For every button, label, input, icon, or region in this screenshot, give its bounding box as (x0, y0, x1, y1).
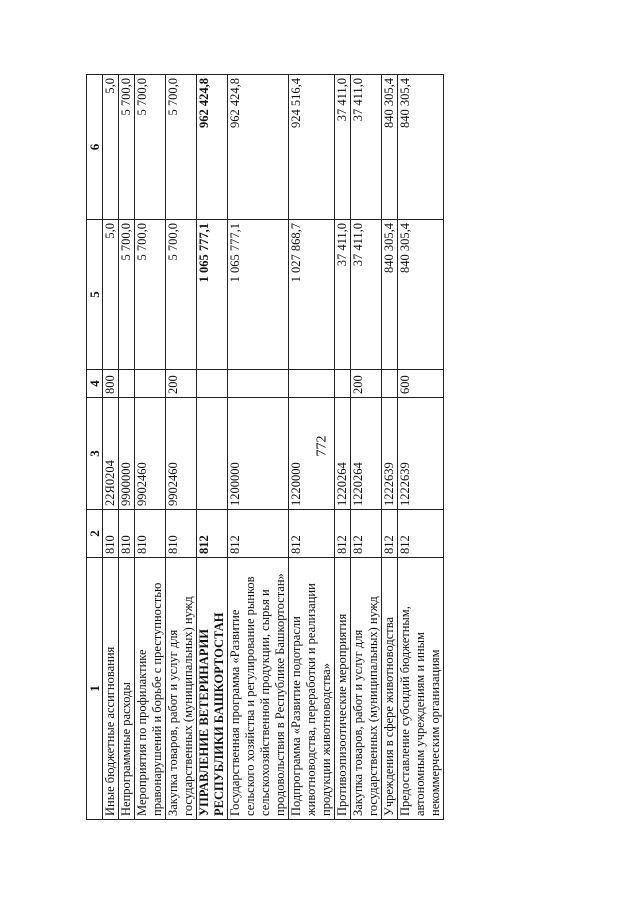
cell-c2: 812 (382, 510, 398, 558)
table-row (335, 75, 351, 820)
cell-c4 (197, 370, 228, 398)
cell-c4: 200 (351, 370, 382, 398)
cell-c5: 37 411,0 (335, 220, 351, 370)
cell-c2: 810 (103, 510, 119, 558)
cell-c2: 810 (135, 510, 166, 558)
cell-c1: Государственная программа «Развитие сельского хозяйства и регулирование рынков сельскохозяйственной продукции, сырья и продовольствия в Республике Башкортостан» (228, 558, 289, 820)
cell-c6: 37 411,0 (335, 75, 351, 220)
header-col-1: 1 (87, 558, 103, 820)
cell-c3: 1222639 (398, 398, 444, 510)
cell-c5: 37 411,0 (351, 220, 382, 370)
cell-c5: 5 700,0 (166, 220, 197, 370)
cell-c2: 812 (351, 510, 382, 558)
cell-c5: 1 065 777,1 (228, 220, 289, 370)
cell-c6: 5 700,0 (135, 75, 166, 220)
cell-c4: 800 (103, 370, 119, 398)
budget-table (86, 74, 444, 820)
cell-c3: 1220264 (335, 398, 351, 510)
cell-c1: Иные бюджетные ассигнования (103, 558, 119, 820)
cell-c1: Мероприятия по профилактике правонарушений и борьбе с преступностью (135, 558, 166, 820)
cell-c4 (335, 370, 351, 398)
cell-c2: 810 (166, 510, 197, 558)
table-row (119, 75, 135, 820)
cell-c6: 962 424,8 (228, 75, 289, 220)
cell-c5: 5,0 (103, 220, 119, 370)
cell-c6: 840 305,4 (382, 75, 398, 220)
cell-c2: 812 (335, 510, 351, 558)
cell-c1: Противоэпизоотические мероприятия (335, 558, 351, 820)
budget-table-wrapper (86, 75, 442, 820)
cell-c4 (289, 370, 335, 398)
cell-c1: УПРАВЛЕНИЕ ВЕТЕРИНАРИИ РЕСПУБЛИКИ БАШКОРТОСТАН (197, 558, 228, 820)
table-row (289, 75, 335, 820)
cell-c1: Закупка товаров, работ и услуг для государственных (муниципальных) нужд (351, 558, 382, 820)
cell-c5: 1 065 777,1 (197, 220, 228, 370)
cell-c1: Закупка товаров, работ и услуг для государственных (муниципальных) нужд (166, 558, 197, 820)
cell-c1: Подпрограмма «Развитие подотрасли животноводства, переработки и реализации продукции животноводства» (289, 558, 335, 820)
table-row (228, 75, 289, 820)
cell-c3: 1222639 (382, 398, 398, 510)
cell-c4 (119, 370, 135, 398)
cell-c6: 924 516,4 (289, 75, 335, 220)
cell-c5: 1 027 868,7 (289, 220, 335, 370)
header-col-2: 2 (87, 510, 103, 558)
table-row (166, 75, 197, 820)
cell-c6: 840 305,4 (398, 75, 444, 220)
cell-c6: 962 424,8 (197, 75, 228, 220)
cell-c3: 9900000 (119, 398, 135, 510)
cell-c1: Непрограммные расходы (119, 558, 135, 820)
table-header-row (87, 75, 103, 820)
cell-c3 (197, 398, 228, 510)
cell-c5: 5 700,0 (119, 220, 135, 370)
cell-c6: 5 700,0 (166, 75, 197, 220)
cell-c2: 812 (398, 510, 444, 558)
cell-c1: Предоставление субсидий бюджетным, автономным учреждениям и иным некоммерческим организациям (398, 558, 444, 820)
cell-c6: 37 411,0 (351, 75, 382, 220)
cell-c2: 812 (197, 510, 228, 558)
cell-c2: 810 (119, 510, 135, 558)
table-row (103, 75, 119, 820)
page-number: 772 (314, 435, 330, 457)
cell-c5: 840 305,4 (398, 220, 444, 370)
cell-c6: 5 700,0 (119, 75, 135, 220)
cell-c5: 5 700,0 (135, 220, 166, 370)
cell-c3: 9902460 (135, 398, 166, 510)
cell-c3: 22Я0204 (103, 398, 119, 510)
table-row (382, 75, 398, 820)
table-row (398, 75, 444, 820)
cell-c3: 1220000 (289, 398, 335, 510)
table-row (351, 75, 382, 820)
cell-c2: 812 (228, 510, 289, 558)
table-row (197, 75, 228, 820)
cell-c1: Учреждения в сфере животноводства (382, 558, 398, 820)
cell-c4 (382, 370, 398, 398)
cell-c5: 840 305,4 (382, 220, 398, 370)
cell-c3: 9902460 (166, 398, 197, 510)
cell-c3: 1200000 (228, 398, 289, 510)
cell-c4 (228, 370, 289, 398)
cell-c6: 5,0 (103, 75, 119, 220)
cell-c4: 600 (398, 370, 444, 398)
header-col-6: 6 (87, 75, 103, 220)
header-col-5: 5 (87, 220, 103, 370)
cell-c2: 812 (289, 510, 335, 558)
cell-c4: 200 (166, 370, 197, 398)
cell-c3: 1220264 (351, 398, 382, 510)
cell-c4 (135, 370, 166, 398)
table-row (135, 75, 166, 820)
header-col-4: 4 (87, 370, 103, 398)
header-col-3: 3 (87, 398, 103, 510)
